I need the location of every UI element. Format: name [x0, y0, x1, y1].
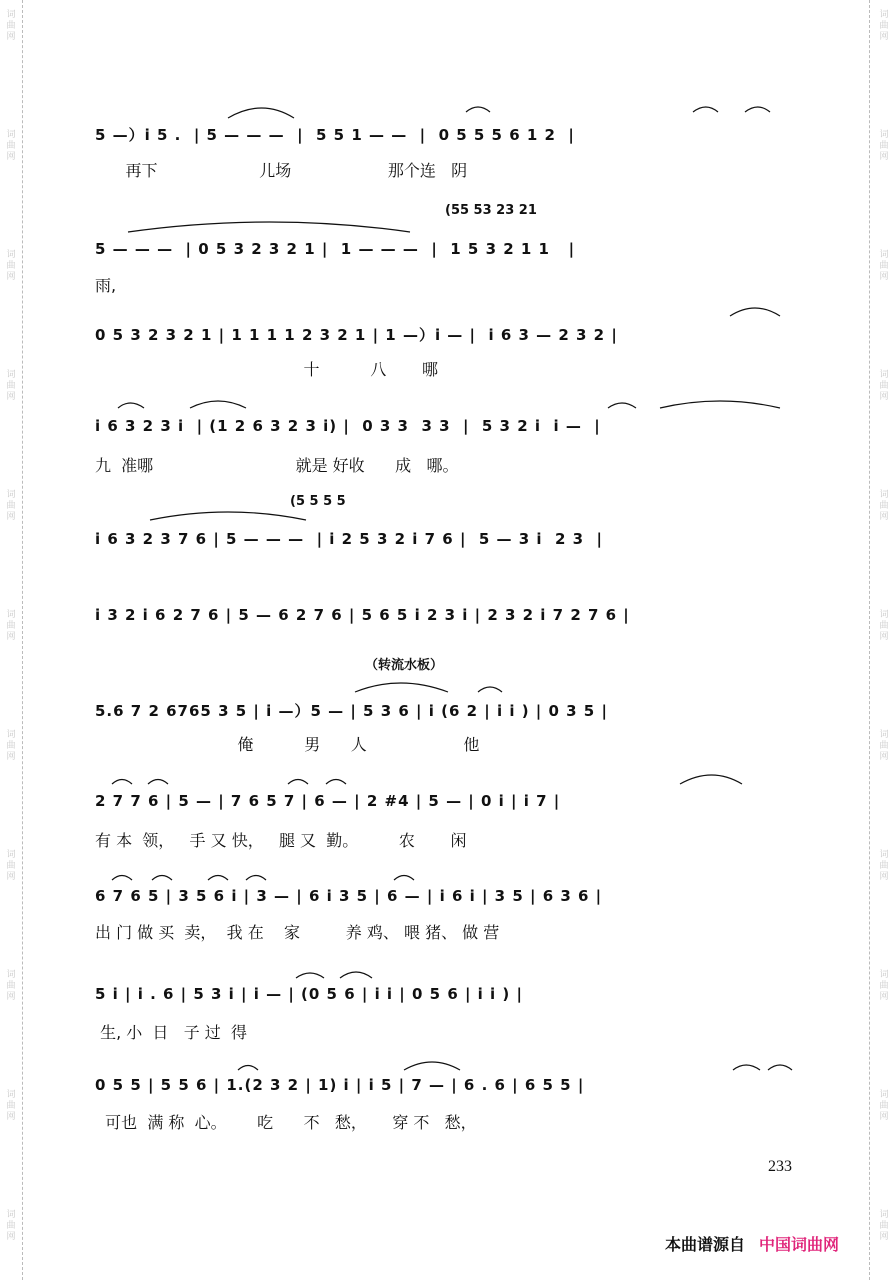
slur-arc [112, 876, 132, 881]
watermark-right: 词曲网 [879, 1090, 889, 1122]
score-notes-row: i 3 2 i 6 2 7 6 | 5 — 6 2 7 6 | 5 6 5 i 2 3 i | 2 3 2 i 7 2 7 6 | [95, 606, 630, 624]
slur-arc [208, 876, 228, 881]
slur-arc [296, 973, 324, 978]
left-margin-line [22, 0, 24, 1280]
watermark-right: 词曲网 [879, 10, 889, 42]
slur-arc [190, 401, 246, 408]
watermark-right: 词曲网 [879, 610, 889, 642]
slur-arc [152, 876, 172, 881]
score-lyrics-row: 有 本 领， 手 又 快， 腿 又 勤。 农 闲 [95, 831, 467, 850]
watermark-left: 词曲网 [6, 490, 16, 522]
slur-arc [246, 876, 266, 881]
watermark-right: 词曲网 [879, 1210, 889, 1242]
slur-arc [228, 108, 294, 118]
score-notes-row: 5 — — — | 0 5 3 2 3 2 1 | 1 — — — | 1 5 3 2 1 1 | [95, 240, 576, 258]
score-lyrics-row: 雨, [95, 276, 117, 295]
watermark-right: 词曲网 [879, 130, 889, 162]
watermark-left: 词曲网 [6, 970, 16, 1002]
watermark-left: 词曲网 [6, 250, 16, 282]
slur-arc [680, 775, 742, 784]
instrumental-annotation: (5 5 5 5 [290, 494, 346, 509]
watermark-left: 词曲网 [6, 130, 16, 162]
slur-arc [288, 780, 308, 785]
slur-arc [466, 107, 490, 112]
score-notes-row: 2 7 7 6 | 5 — | 7 6 5 7 | 6 — | 2 #4 | 5 — | 0 i | i 7 | [95, 792, 561, 810]
score-lyrics-row: 可也 满 称 心。 吃 不 愁， 穿 不 愁， [95, 1113, 477, 1132]
watermark-right: 词曲网 [879, 250, 889, 282]
score-lyrics-row: 再下 儿场 那个连 阴 [95, 161, 468, 180]
score-notes-row: 6 7 6 5 | 3 5 6 i | 3 — | 6 i 3 5 | 6 — | i 6 i | 3 5 | 6 3 6 | [95, 887, 603, 905]
score-notes-row: 5 —）i 5 . | 5 — — — | 5 5 1 — — | 0 5 5 5 6 1 2 | [95, 126, 575, 144]
score-lyrics-row: 生, 小 日 子 过 得 [95, 1023, 247, 1042]
instrumental-annotation: (55 53 23 21 [445, 203, 537, 218]
watermark-left: 词曲网 [6, 1210, 16, 1242]
slur-arc [608, 403, 636, 408]
right-margin-line [869, 0, 871, 1280]
slur-arc [326, 780, 346, 785]
watermark-right: 词曲网 [879, 970, 889, 1002]
slur-arc [112, 780, 132, 785]
watermark-left: 词曲网 [6, 730, 16, 762]
watermark-left: 词曲网 [6, 10, 16, 42]
watermark-right: 词曲网 [879, 730, 889, 762]
slur-arc [150, 512, 306, 520]
slur-arc [394, 876, 414, 881]
page-number: 233 [768, 1158, 792, 1175]
score-notes-row: 0 5 3 2 3 2 1 | 1 1 1 1 2 3 2 1 | 1 —）i — | i 6 3 — 2 3 2 | [95, 326, 618, 344]
slur-arc [768, 1065, 792, 1070]
slur-arc [238, 1066, 258, 1071]
footer-site-name[interactable]: 中国词曲网 [759, 1235, 840, 1254]
score-lyrics-row: 九 准哪 就是 好收 成 哪。 [95, 456, 459, 475]
slur-arc [660, 401, 780, 408]
slur-arc [340, 972, 372, 978]
slur-arc [148, 780, 168, 785]
score-notes-row: 5.6 7 2 6765 3 5 | i —）5 — | 5 3 6 | i (6 2 | i i ) | 0 3 5 | [95, 702, 608, 720]
slur-arc [733, 1065, 760, 1070]
slur-arc [478, 687, 502, 692]
watermark-left: 词曲网 [6, 370, 16, 402]
score-lyrics-row: 十 八 哪 [95, 360, 438, 379]
slur-arc [355, 683, 448, 692]
slur-arc [404, 1062, 460, 1070]
slur-arc [128, 222, 410, 232]
slur-arc [693, 107, 718, 112]
watermark-right: 词曲网 [879, 850, 889, 882]
watermark-left: 词曲网 [6, 610, 16, 642]
score-notes-row: 0 5 5 | 5 5 6 | 1.(2 3 2 | 1) i | i 5 | 7 — | 6 . 6 | 6 5 5 | [95, 1076, 585, 1094]
watermark-left: 词曲网 [6, 850, 16, 882]
score-lyrics-row: 俺 男 人 他 [95, 735, 480, 754]
slur-arc [745, 107, 770, 112]
score-notes-row: i 6 3 2 3 7 6 | 5 — — — | i 2 5 3 2 i 7 6 | 5 — 3 i 2 3 | [95, 530, 604, 548]
footer-source-label: 本曲谱源自 [665, 1235, 746, 1254]
tempo-change-annotation: （转流水板） [365, 658, 444, 673]
score-lyrics-row: 出 门 做 买 卖， 我 在 家 养 鸡、 喂 猪、 做 营 [95, 923, 500, 942]
watermark-right: 词曲网 [879, 370, 889, 402]
watermark-right: 词曲网 [879, 490, 889, 522]
score-notes-row: i 6 3 2 3 i | (1 2 6 3 2 3 i) | 0 3 3 3 3 | 5 3 2 i i — | [95, 417, 601, 435]
footer [665, 1232, 839, 1255]
slur-arc [118, 403, 144, 408]
watermark-left: 词曲网 [6, 1090, 16, 1122]
score-notes-row: 5 i | i . 6 | 5 3 i | i — | (0 5 6 | i i | 0 5 6 | i i ) | [95, 985, 523, 1003]
slur-arc [730, 308, 780, 316]
